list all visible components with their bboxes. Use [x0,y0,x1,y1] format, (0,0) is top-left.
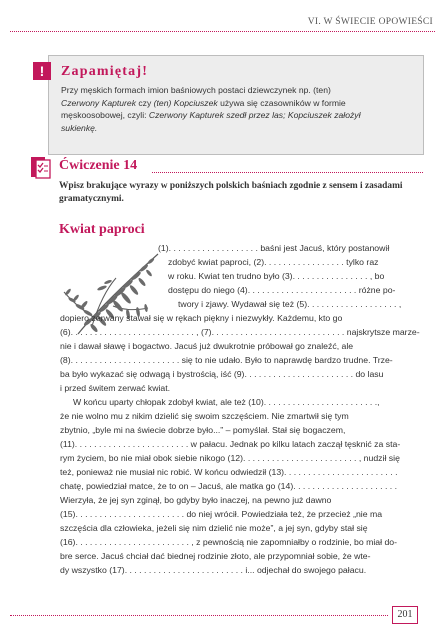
remember-line-4: sukienkę. [61,122,98,133]
story-para-2-line: że nie wolno mu z nikim dzielić się swoim szczęściem. Nie zmartwił się tym [60,411,349,421]
story-para-2-line: W końcu uparty chłopak zdobył kwiat, ale też (10). . . . . . . . . . . . . . . . . . . . . . . ., [73,397,380,407]
story-para-1-line: ba było wykazać się odwagą i bystrością, iść (9). . . . . . . . . . . . . . . . . . . . . . . do lasu [60,369,384,379]
story-para-2-line: (16). . . . . . . . . . . . . . . . . . . . . . . . , z pewnością nie zapomniałby o rodzinie, bo miał do- [60,537,398,547]
story-para-2-line: rym życiem, bo nie miał obok siebie nikogo (12). . . . . . . . . . . . . . . . . . . . . . . . , nudził się [60,453,400,463]
remember-title: Zapamiętaj! [61,64,149,79]
story-para-2-line: bre serce. Jacuś chciał dać biednej rodzinie złoto, ale przypomniał sobie, że wte- [60,551,371,561]
checklist-icon [30,155,52,179]
remember-connector: czy [136,97,154,108]
exercise-divider [152,172,423,173]
story-para-2-line: szczęścia dla człowieka, jeżeli się nim dzielić nie może”, a jej syn, gdyby stał się [60,523,368,533]
remember-text [61,84,413,134]
story-para-2-line: zbytnio, „byle mi na świecie dobrze było...” – pomyślał. Stał się bogaczem, [60,425,346,435]
running-header: VI. W ŚWIECIE OPOWIEŚCI [307,17,433,27]
story-para-1-line: nie i dawał sławę i bogactwo. Jacuś już dwukrotnie próbował go znaleźć, ale [60,341,354,351]
footer-divider [10,615,388,616]
story-para-1-line: i przed świtem zerwać kwiat. [60,383,171,393]
remember-line-3-start: męskoosobowej, czyli: [61,110,149,121]
story-para-1-line: zdobyć kwiat paproci, (2). . . . . . . . . . . . . . . . . tylko raz [168,257,379,267]
story-para-1-line: (6). . . . . . . . . . . . . . . . . . . . . . . . . . , (7). . . . . . . . . . . . . . . . . . . . . . . . . . . . najskrytsze marze- [60,327,420,337]
story-para-2-line: dy wszystko (17). . . . . . . . . . . . . . . . . . . . . . . . . i... odjechał do swojego pałacu. [60,565,367,575]
story-para-2-line: chatę, powiedział matce, że to on – Jacuś, ale matka go (14). . . . . . . . . . . . . . . . . . . . . . [60,481,398,491]
story-para-1-line: (1). . . . . . . . . . . . . . . . . . . baśni jest Jacuś, który postanowił [158,243,390,253]
page-number: 201 [392,606,418,624]
story-title: Kwiat paproci [59,222,145,237]
exercise-title: Ćwiczenie 14 [59,158,138,173]
exercise-instruction: Wpisz brakujące wyrazy w poniższych polskich baśniach zgodnie z sensem i zasadami gramatycznymi. [59,181,403,204]
story-para-2-line: Wierzyła, że jej syn zginął, bo gdyby było inaczej, na pewno już dawno [60,495,332,505]
remember-example-sentences: Czerwony Kapturek szedł przez las; Kopciuszek założył [148,110,361,121]
story-para-1-line: dostępu do niego (4). . . . . . . . . . . . . . . . . . . . . . . różne po- [168,285,396,295]
story-para-1-line: twory i zjawy. Wydawał się też (5). . . . . . . . . . . . . . . . . . . , [178,299,402,309]
exclamation-icon: ! [33,62,51,80]
story-para-2-line: (15). . . . . . . . . . . . . . . . . . . . . . . do niej wrócił. Powiedziała też, że przecież „nie ma [60,509,383,519]
remember-line-2-end: używa się czasowników w formie [217,97,346,108]
story-para-2-line: też, ponieważ nie musiał nic robić. W końcu odwiedził (13). . . . . . . . . . . . . . . . . . . . . . . . [60,467,398,477]
remember-line-1: Przy męskich formach imion baśniowych postaci dziewczynek np. (ten) [61,85,331,95]
story-para-2-line: (11). . . . . . . . . . . . . . . . . . . . . . . . w pałacu. Jednak po kilku latach zaczął tęsknić za sta- [60,439,401,449]
story-para-1-line: (8). . . . . . . . . . . . . . . . . . . . . . . się to nie udało. Było to naprawdę bardzo trudne. Trze- [60,355,393,365]
header-divider [10,31,435,32]
story-para-1-line: w roku. Kwiat ten trudno było (3). . . . . . . . . . . . . . . . , bo [168,271,385,281]
remember-box [48,55,424,155]
story-para-1-line: dopiero zerwany stawał się w rękach piękny i niezwykły. Każdemu, kto go [60,313,343,323]
remember-example-2: (ten) Kopciuszek [153,97,218,108]
remember-example-1: Czerwony Kapturek [61,97,136,108]
